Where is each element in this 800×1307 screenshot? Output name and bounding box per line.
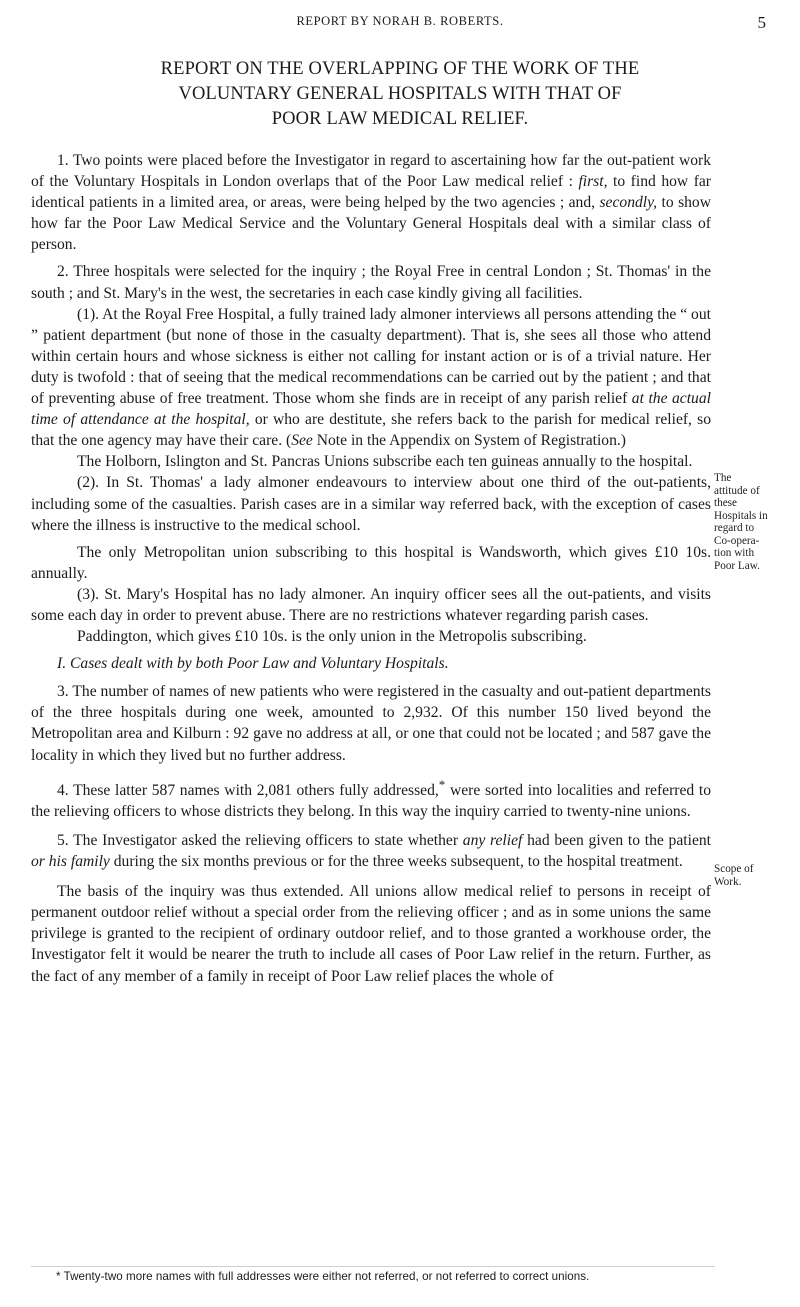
paragraph-3: 3. The number of names of new patients who were registered in the casualty and out-patient departments of the three hospitals during one week, amounted to 2,932. Of this number 150 lived beyond the Metropolitan area and Kilburn : 92 gave no address at all, or one that could not be located ; and 587 gave the locality in which they lived but no further address. [31,683,711,764]
text: 1. Two points were placed before the Investigator in regard to ascertaining how far the out-patient work of the Voluntary Hospitals in London overlaps that of the Poor Law medical relief : [31,152,711,191]
italic-text: first, [578,173,608,191]
margin-note-line: Poor Law. [714,559,760,572]
italic-text: or his family [31,853,110,871]
paragraph-st-thomas: (2). In St. Thomas' a lady almoner endeavours to interview about one third of the out-patients, including some of the casualties. Parish cases are in a similar way referred back, with the exception of cases where the illness is instructive to the medical school. [31,474,711,534]
margin-note-line: The [714,472,732,484]
paragraph-2: 2. Three hospitals were selected for the inquiry ; the Royal Free in central London ; St. Thomas' in the south ; and St. Mary's in the west, the secretaries in each case kindly giving all facilities. [31,263,711,302]
paragraph-royal-free [31,304,711,452]
text: during the six months previous or for the three weeks subsequent, to the hospital treatment. [109,853,683,871]
footnote-rule [31,1266,715,1267]
running-head-title: REPORT BY NORAH B. ROBERTS. [296,14,504,28]
report-title-line: VOLUNTARY GENERAL HOSPITALS WITH THAT OF [178,84,622,104]
paragraph-unions-subscribe: The Holborn, Islington and St. Pancras Unions subscribe each ten guineas annually to the hospital. [77,453,693,471]
margin-note-line: Work. [714,875,742,888]
italic-text: at the actual time of attendance at the hospital, [31,390,711,429]
paragraph-paddington: Paddington, which gives £10 10s. is the only union in the Metropolis subscribing. [77,628,587,646]
footnote: * Twenty-two more names with full addresses were either not referred, or not referred to correct unions. [56,1270,590,1283]
margin-note-line: tion with [714,547,755,559]
page-number: 5 [757,13,766,32]
text: were sorted into localities and referred to the relieving officers to whose districts they belong. In this way the inquiry carried to twenty-nine unions. [31,781,711,820]
paragraph-5 [31,830,711,872]
section-heading-text: I. Cases dealt with by both Poor Law and Voluntary Hospitals. [57,655,449,673]
paragraph-st-marys: (3). St. Mary's Hospital has no lady almoner. An inquiry officer sees all the out-patients, and visits some each day in order to prevent abuse. There are no restrictions whatever regarding parish cases. [31,585,711,624]
text: 5. The Investigator asked the relieving officers to state whether [57,832,463,849]
paragraph-4 [31,774,711,822]
text: (1). At the Royal Free Hospital, a fully trained lady almoner interviews all persons attending the “ out ” patient department (but none of those in the casualty department). That is, she sees all those who attend within certain hours and whose sickness is either not calling for instant action or is of a trivial nature. Her duty is twofold : that of seeing that the medical recommendations can be carried out by the patient ; and that of preventing abuse of free treatment. Those whom she finds are in receipt of any parish relief [31,305,711,408]
margin-note-line: Scope of [714,863,754,875]
report-title-line: POOR LAW MEDICAL RELIEF. [271,109,529,129]
margin-note-line: attitude of [714,484,760,497]
paragraph-1 [31,150,711,255]
italic-text: any relief [462,832,523,849]
margin-note-scope [714,863,798,888]
text: Note in the Appendix on System of Registration.) [312,432,626,450]
report-body [31,150,711,987]
text: 4. These latter 587 names with 2,081 others fully addressed, [57,781,439,799]
paragraph-wandsworth: The only Metropolitan union subscribing to this hospital is Wandsworth, which gives £10 10s. annually. [31,543,711,582]
running-head [0,14,800,34]
report-title-line: REPORT ON THE OVERLAPPING OF THE WORK OF THE [160,59,640,79]
margin-note-line: Co-opera- [714,534,760,547]
italic-text: See [291,432,313,450]
margin-note-line: Hospitals in [714,509,768,522]
italic-text: secondly, [599,194,658,212]
text: or who are destitute, she refers back to the parish for medical relief, so that the one agency may have their care. ( [31,411,711,450]
text: had been given to the patient [522,832,711,849]
report-title [60,57,740,132]
text: to show how far the Poor Law Medical Service and the Voluntary General Hospitals deal with a similar class of person. [31,194,711,254]
margin-note-line: regard to [714,522,755,534]
section-heading [31,653,711,674]
margin-note-attitude [714,472,798,572]
margin-note-line: these [714,497,737,509]
footnote-marker: * [438,776,446,792]
paragraph-basis: The basis of the inquiry was thus extended. All unions allow medical relief to persons in receipt of permanent outdoor relief without a special order from the relieving officer ; and as in some unions the same privilege is granted to the recipient of ordinary outdoor relief, and to those granted a workhouse order, the Investigator felt it would be nearer the truth to include all cases of Poor Law relief in the return. Further, as the fact of any member of a family in receipt of Poor Law relief places the whole of [31,883,711,985]
text: to find how far identical patients in a limited area, or areas, were being helped by the two agencies ; and, [31,173,712,212]
